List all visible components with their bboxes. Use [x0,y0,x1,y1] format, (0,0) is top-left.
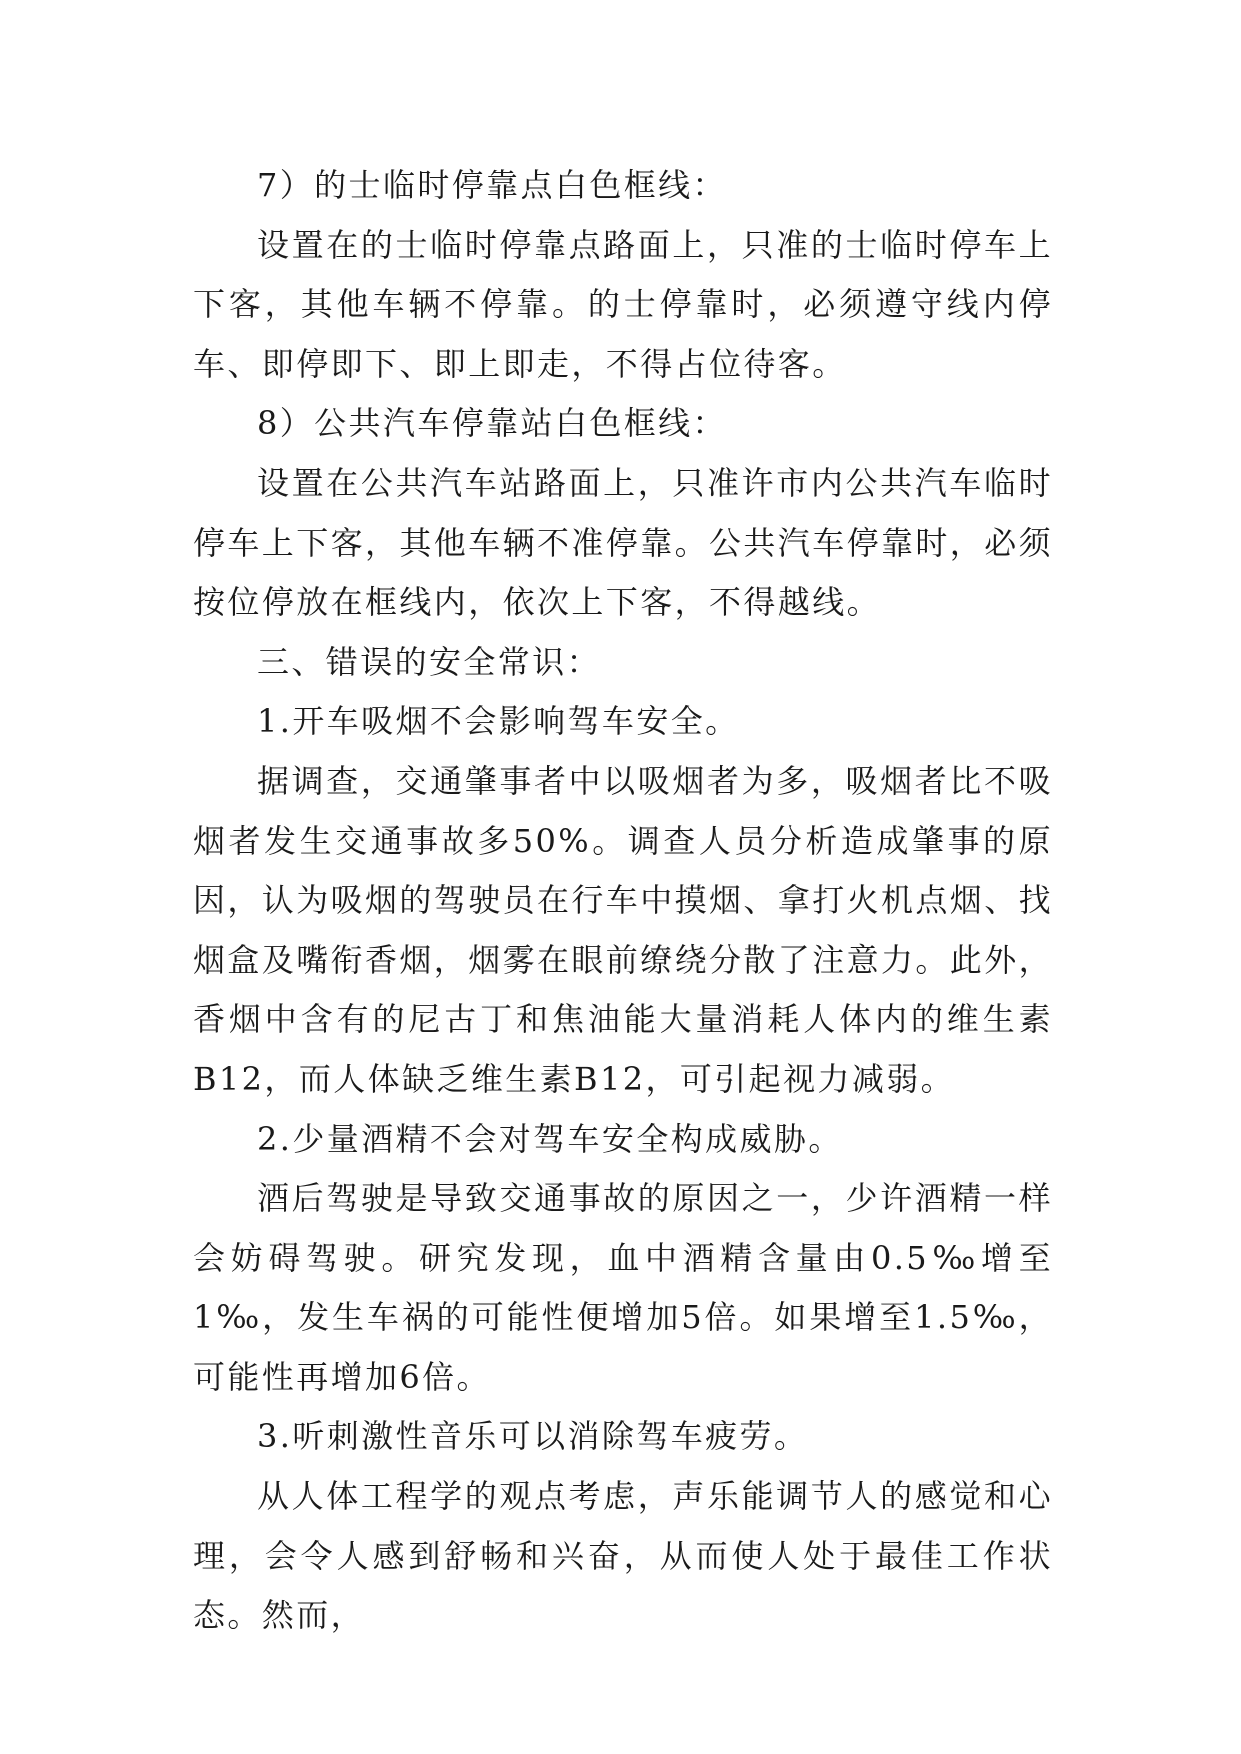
heading-bus-stop-line: 8）公共汽车停靠站白色框线： [257,404,727,443]
paragraph-alcohol: 酒后驾驶是导致交通事故的原因之一，少许酒精一样会妨碍驾驶。研究发现，血中酒精含量由0.5‰增至1‰，发生车祸的可能性便增加5倍。如果增至1.5‰，可能性再增加6倍。 [193,1179,1053,1396]
paragraph-music: 从人体工程学的观点考虑，声乐能调节人的感觉和心理，会令人感到舒畅和兴奋，从而使人处于最佳工作状态。然而， [193,1477,1053,1635]
heading-smoking: 1.开车吸烟不会影响驾车安全。 [257,702,740,741]
heading-alcohol: 2.少量酒精不会对驾车安全构成威胁。 [257,1119,843,1158]
document-body [193,156,1053,1646]
paragraph-taxi-stop-line: 设置在的士临时停靠点路面上，只准的士临时停车上下客，其他车辆不停靠。的士停靠时，必须遵守线内停车、即停即下、即上即走，不得占位待客。 [193,225,1053,383]
paragraph-smoking: 据调查，交通肇事者中以吸烟者为多，吸烟者比不吸烟者发生交通事故多50%。调查人员分析造成肇事的原因，认为吸烟的驾驶员在行车中摸烟、拿打火机点烟、找烟盒及嘴衔香烟，烟雾在眼前缭绕分散了注意力。此外，香烟中含有的尼古丁和焦油能大量消耗人体内的维生素B12，而人体缺乏维生素B12，可引起视力减弱。 [193,761,1054,1098]
heading-music: 3.听刺激性音乐可以消除驾车疲劳。 [257,1417,809,1456]
paragraph-bus-stop-line: 设置在公共汽车站路面上，只准许市内公共汽车临时停车上下客，其他车辆不准停靠。公共汽车停靠时，必须按位停放在框线内，依次上下客，不得越线。 [193,463,1054,622]
heading-taxi-stop-line: 7）的士临时停靠点白色框线： [257,166,727,204]
section-heading-wrong-safety-knowledge: 三、错误的安全常识： [257,642,602,681]
